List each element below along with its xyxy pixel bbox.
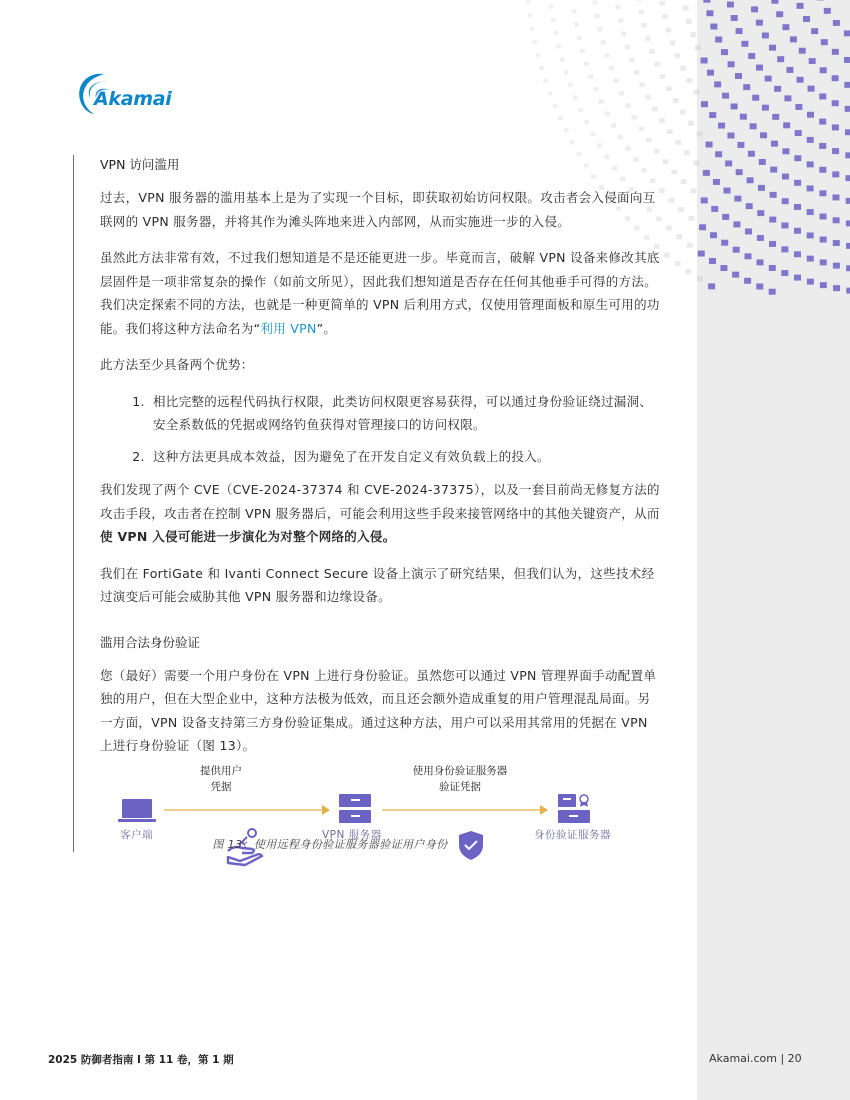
paragraph-text: ”。	[316, 320, 337, 336]
pattern-dot	[578, 108, 583, 112]
pattern-dot	[707, 70, 714, 76]
pattern-dot	[718, 123, 725, 129]
pattern-dot	[539, 66, 544, 70]
pattern-dot	[762, 105, 769, 111]
pattern-dot	[737, 142, 744, 148]
pattern-dot	[710, 24, 717, 30]
pattern-dot	[709, 258, 716, 264]
pattern-dot	[721, 240, 728, 246]
pattern-dot	[662, 14, 668, 19]
pattern-dot	[735, 73, 742, 79]
left-rule	[73, 155, 74, 852]
pattern-dot	[797, 3, 804, 9]
pattern-dot	[588, 74, 593, 78]
pattern-dot	[584, 62, 589, 66]
pattern-dot	[618, 135, 623, 139]
pattern-dot	[564, 70, 569, 74]
pattern-dot	[833, 240, 840, 246]
pattern-dot	[759, 159, 766, 165]
pattern-dot	[751, 6, 758, 12]
pattern-dot	[807, 137, 814, 143]
pattern-dot	[681, 179, 687, 184]
pattern-dot	[590, 132, 595, 136]
pattern-dot	[666, 226, 672, 231]
pattern-dot	[786, 67, 793, 73]
pattern-dot	[832, 75, 839, 81]
pattern-dot	[632, 115, 637, 120]
auth-server-icon	[558, 794, 590, 823]
bold-text: 使 VPN 入侵可能进一步演化为对整个网络的入侵。	[100, 529, 396, 544]
pattern-dot	[756, 20, 763, 26]
pattern-dot	[833, 217, 840, 223]
pattern-dot	[790, 36, 797, 42]
pattern-dot	[846, 243, 850, 249]
pattern-dot	[577, 36, 582, 40]
pattern-dot	[747, 177, 754, 183]
pattern-dot	[659, 1, 665, 6]
pattern-dot	[845, 152, 850, 158]
laptop-icon	[118, 799, 156, 822]
pattern-dot	[832, 194, 839, 200]
pattern-dot	[619, 91, 624, 95]
pattern-dot	[807, 161, 814, 167]
pattern-dot	[714, 81, 721, 87]
pattern-dot	[572, 9, 577, 13]
pattern-dot	[757, 235, 764, 241]
figure-caption: 图 13：使用远程身份验证服务器验证用户身份	[212, 838, 448, 851]
pattern-dot	[795, 130, 802, 136]
pattern-dot	[833, 263, 840, 269]
pattern-dot	[748, 151, 755, 157]
step1-line2: 凭据	[210, 780, 232, 793]
pattern-dot	[808, 86, 815, 92]
pattern-dot	[618, 18, 623, 22]
paragraph-text: 我们发现了两个 CVE（CVE-2024-37374 和 CVE-2024-37375），以及一套目前尚无修复方法的攻击手段，攻击者在控制 VPN 服务器后，可能会利用这些手段来接管网络中的其他关键资产，从而	[100, 482, 660, 521]
pattern-dot	[782, 198, 789, 204]
pattern-dot	[605, 112, 610, 116]
pattern-dot	[727, 133, 734, 139]
pattern-dot	[820, 214, 827, 220]
step1-line1: 提供用户	[200, 764, 242, 777]
pattern-dot	[819, 119, 826, 125]
pattern-dot	[833, 285, 840, 291]
pattern-dot	[597, 27, 602, 31]
pattern-dot	[634, 70, 639, 75]
pattern-dot	[611, 123, 616, 127]
pattern-dot	[803, 16, 810, 22]
logo-text: Akamai	[94, 88, 172, 110]
living-off-the-vpn-link[interactable]: 利用 VPN	[260, 320, 317, 336]
pattern-dot	[758, 185, 765, 191]
pattern-dot	[706, 10, 713, 16]
pattern-dot	[807, 232, 814, 238]
list-item: 2. 这种方法更具成本效益，因为避免了在开发自定义有效负载上的投入。	[149, 445, 660, 469]
pattern-dot	[675, 261, 681, 266]
pattern-dot	[701, 58, 708, 64]
paragraph: 您（最好）需要一个用户身份在 VPN 上进行身份验证。虽然您可以通过 VPN 管理界面手动配置单独的用户，但在大型企业中，这种方法极为低效，而且还会额外造成重复的用户管理混乱局面。另一方面，VPN 设备支持第三方身份验证集成。通过这种方法，用户可以采用其常用的凭据在 VPN 上进行身份验证（图 13）。	[100, 667, 657, 753]
pattern-dot	[784, 95, 791, 101]
pattern-dot	[794, 180, 801, 186]
pattern-dot	[713, 179, 720, 185]
pattern-dot	[757, 210, 764, 216]
pattern-dot	[794, 204, 801, 210]
pattern-dot	[670, 41, 676, 46]
pattern-dot	[703, 170, 710, 176]
pattern-dot	[765, 76, 772, 82]
pattern-dot	[744, 278, 751, 284]
footer-page-info: Akamai.com | 20	[709, 1052, 802, 1065]
pattern-dot	[533, 40, 538, 44]
pattern-dot	[748, 53, 755, 59]
pattern-dot	[551, 18, 556, 22]
pattern-dot	[570, 140, 575, 144]
pattern-dot	[797, 77, 804, 83]
pattern-dot	[821, 39, 828, 45]
pattern-dot	[646, 138, 651, 143]
pattern-dot	[706, 142, 713, 148]
pattern-dot	[728, 61, 735, 67]
pattern-dot	[769, 289, 776, 295]
pattern-dot	[760, 132, 767, 138]
pattern-dot	[756, 65, 763, 71]
pattern-dot	[639, 83, 644, 88]
pattern-dot	[832, 148, 839, 154]
pattern-dot	[703, 0, 710, 3]
pattern-dot	[616, 5, 621, 9]
pattern-dot	[727, 2, 734, 8]
pattern-dot	[686, 78, 692, 83]
pattern-dot	[639, 10, 644, 15]
pattern-dot	[689, 216, 695, 221]
pattern-dot	[819, 94, 826, 100]
pattern-dot	[625, 103, 630, 107]
pattern-dot	[709, 112, 716, 118]
pattern-dot	[663, 159, 669, 164]
pattern-dot	[629, 58, 634, 63]
paragraph: 我们在 FortiGate 和 Ivanti Connect Secure 设备上演示了研究结果，但我们认为，这些技术经过演变后可能会威胁其他 VPN 服务器和边缘设备。	[100, 565, 655, 604]
pattern-dot	[673, 98, 679, 103]
pattern-dot	[845, 106, 850, 112]
pattern-dot	[743, 84, 750, 90]
pattern-dot	[701, 197, 708, 203]
pattern-dot	[781, 246, 788, 252]
advantages-list	[100, 390, 660, 469]
pattern-dot	[573, 95, 578, 99]
pattern-dot	[741, 41, 748, 47]
pattern-dot	[549, 5, 554, 9]
pattern-dot	[693, 90, 699, 95]
pattern-dot	[811, 28, 818, 34]
pattern-dot	[844, 82, 850, 88]
pattern-dot	[680, 110, 686, 115]
pattern-dot	[832, 171, 839, 177]
akamai-logo	[74, 70, 184, 116]
pattern-dot	[832, 49, 839, 55]
step2-label	[390, 763, 530, 795]
pattern-dot	[548, 91, 553, 95]
pattern-dot	[597, 143, 602, 147]
pattern-dot	[568, 83, 573, 87]
pattern-dot	[553, 104, 558, 108]
pattern-dot	[845, 129, 850, 135]
pattern-dot	[762, 32, 769, 38]
pattern-dot	[807, 209, 814, 215]
pattern-dot	[595, 14, 600, 18]
step2-line2: 验证凭据	[439, 780, 481, 793]
pattern-dot	[553, 31, 558, 35]
pattern-dot	[698, 251, 705, 257]
pattern-dot	[832, 100, 839, 106]
pattern-dot	[725, 160, 732, 166]
pattern-dot	[593, 0, 598, 4]
pattern-dot	[676, 234, 682, 239]
pattern-dot	[601, 40, 606, 44]
pattern-dot	[654, 62, 660, 67]
pattern-dot	[820, 282, 827, 288]
pattern-dot	[649, 49, 654, 54]
pattern-dot	[691, 189, 697, 194]
pattern-dot	[820, 67, 827, 73]
pattern-dot	[715, 151, 722, 157]
pattern-dot	[771, 0, 778, 4]
pattern-dot	[736, 169, 743, 175]
pattern-dot	[584, 120, 589, 124]
pattern-dot	[671, 169, 677, 174]
pattern-dot	[660, 74, 666, 79]
pattern-dot	[697, 131, 703, 136]
pattern-dot	[846, 198, 850, 204]
pattern-dot	[776, 11, 783, 17]
pattern-dot	[769, 265, 776, 271]
pattern-dot	[794, 251, 801, 257]
pattern-dot	[781, 270, 788, 276]
arrow-client-to-vpn	[164, 805, 330, 815]
pattern-dot	[769, 241, 776, 247]
pattern-dot	[528, 14, 532, 18]
pattern-dot	[733, 221, 740, 227]
pattern-dot	[666, 86, 672, 91]
pattern-dot	[771, 141, 778, 147]
pattern-dot	[819, 143, 826, 149]
pattern-dot	[807, 279, 814, 285]
pattern-dot	[820, 237, 827, 243]
pattern-dot	[636, 0, 641, 1]
arrow-vpn-to-auth	[382, 805, 548, 815]
pattern-dot	[723, 188, 730, 194]
pattern-dot	[664, 253, 670, 258]
pattern-dot	[526, 0, 530, 4]
pattern-dot	[824, 8, 831, 14]
pattern-dot	[769, 45, 776, 51]
server-icon	[339, 794, 371, 823]
pattern-dot	[777, 56, 784, 62]
pattern-dot	[807, 185, 814, 191]
pattern-dot	[710, 232, 717, 238]
step2-line1: 使用身份验证服务器	[412, 764, 508, 777]
pattern-dot	[732, 272, 739, 278]
pattern-dot	[794, 155, 801, 161]
pattern-dot	[782, 24, 789, 30]
pattern-dot	[795, 104, 802, 110]
pattern-dot	[722, 93, 729, 99]
pattern-dot	[770, 192, 777, 198]
pattern-dot	[733, 247, 740, 253]
pattern-dot	[675, 140, 681, 145]
pattern-dot	[654, 149, 660, 154]
pattern-dot	[819, 190, 826, 196]
pattern-dot	[807, 112, 814, 118]
section-heading-auth-abuse: 滥用合法身份验证	[100, 634, 201, 650]
paragraph: 过去，VPN 服务器的滥用基本上是为了实现一个目标，即获取初始访问权限。攻击者会入侵面向互联网的 VPN 服务器，并将其作为滩头阵地来进入内部网，从而实施进一步的入侵。	[100, 190, 656, 229]
pattern-dot	[783, 122, 790, 128]
pattern-dot	[752, 95, 759, 101]
pattern-dot	[731, 15, 738, 21]
pattern-dot	[846, 265, 850, 271]
pattern-dot	[558, 116, 563, 120]
pattern-dot	[781, 222, 788, 228]
pattern-dot	[695, 45, 701, 50]
pattern-dot	[715, 37, 722, 43]
pattern-dot	[621, 32, 626, 36]
pattern-dot	[740, 114, 747, 120]
pattern-dot	[690, 32, 696, 37]
list-item: 1. 相比完整的远程代码执行权限，此类访问权限更容易获得，可以通过身份验证绕过漏洞、安全系数低的凭据或网络钓鱼获得对管理接口的访问权限。	[149, 390, 660, 437]
pattern-dot	[807, 256, 814, 262]
pattern-dot	[574, 23, 579, 27]
pattern-dot	[772, 114, 779, 120]
pattern-dot	[659, 118, 665, 123]
pattern-dot	[683, 6, 689, 11]
pattern-dot	[684, 150, 690, 155]
pattern-dot	[820, 259, 827, 265]
pattern-dot	[697, 276, 703, 281]
pattern-dot	[770, 167, 777, 173]
pattern-dot	[604, 53, 609, 57]
pattern-dot	[666, 28, 672, 33]
pattern-dot	[593, 87, 598, 91]
pattern-dot	[846, 220, 850, 226]
pattern-dot	[701, 101, 708, 107]
pattern-dot	[731, 103, 738, 109]
pattern-dot	[678, 207, 684, 212]
pattern-dot	[769, 217, 776, 223]
step1-label	[151, 763, 291, 795]
pattern-dot	[745, 228, 752, 234]
pattern-dot	[711, 206, 718, 212]
pattern-dot	[693, 160, 699, 165]
pattern-dot	[708, 283, 715, 289]
client-label: 客户端	[120, 828, 153, 841]
pattern-dot	[832, 124, 839, 130]
pattern-dot	[744, 253, 751, 259]
pattern-dot	[668, 198, 674, 203]
pattern-dot	[782, 148, 789, 154]
pattern-dot	[721, 49, 728, 55]
pattern-dot	[833, 20, 840, 26]
pattern-dot	[680, 66, 686, 71]
paragraph: 此方法至少具备两个优势：	[100, 357, 254, 372]
pattern-dot	[722, 214, 729, 220]
pattern-dot	[844, 57, 850, 63]
pattern-dot	[846, 175, 850, 181]
pattern-dot	[645, 95, 650, 100]
pattern-dot	[609, 66, 614, 70]
pattern-dot	[720, 265, 727, 271]
pattern-dot	[686, 19, 692, 24]
pattern-dot	[794, 228, 801, 234]
pattern-dot	[699, 224, 706, 230]
pattern-dot	[746, 203, 753, 209]
pattern-dot	[799, 48, 806, 54]
pattern-dot	[844, 30, 850, 36]
pattern-dot	[625, 45, 630, 49]
pattern-dot	[736, 28, 743, 34]
pattern-dot	[774, 86, 781, 92]
pattern-dot	[625, 146, 630, 150]
pattern-dot	[757, 259, 764, 265]
pattern-dot	[675, 53, 681, 58]
pattern-dot	[819, 167, 826, 173]
footer-publication: 2025 防御者指南 I 第 11 卷，第 1 期	[48, 1054, 234, 1066]
paragraph-text: 虽然此方法非常有效，不过我们想知道是不是还能更进一步。毕竟而言，破解 VPN 设备来修改其底层固件是一项非常复杂的操作（如前文所见），因此我们想知道是否存在任何其他垂手可得的方法。我们决定探索不同的方法，也就是一种更简单的 VPN 后利用方式，仅使用管理面板和原生可用的功能。我们将这种方法命名为“	[100, 250, 660, 336]
vpn-server-label: VPN 服务器	[322, 828, 382, 841]
pattern-dot	[686, 269, 692, 274]
pattern-dot	[782, 174, 789, 180]
pattern-dot	[734, 196, 741, 202]
pattern-dot	[794, 275, 801, 281]
section-heading-vpn-abuse: VPN 访问滥用	[100, 157, 180, 172]
pattern-dot	[556, 44, 561, 48]
pattern-dot	[560, 57, 565, 61]
pattern-dot	[536, 53, 541, 57]
pattern-dot	[809, 58, 816, 64]
pattern-dot	[642, 23, 647, 28]
pattern-dot	[645, 36, 650, 41]
pattern-dot	[614, 79, 619, 83]
pattern-dot	[530, 27, 534, 31]
pattern-dot	[687, 243, 693, 248]
pattern-dot	[756, 284, 763, 290]
auth-server-label: 身份验证服务器	[534, 828, 611, 841]
pattern-dot	[846, 288, 850, 294]
pattern-dot	[564, 128, 569, 132]
pattern-dot	[667, 129, 673, 134]
paragraph	[100, 478, 660, 549]
pattern-dot	[750, 123, 757, 129]
pattern-dot	[543, 79, 548, 83]
main-content	[100, 155, 660, 901]
pattern-dot	[580, 49, 585, 53]
pattern-dot	[599, 99, 604, 103]
pattern-dot	[639, 127, 644, 132]
pattern-dot	[652, 107, 658, 112]
paragraph	[100, 246, 660, 340]
pattern-dot	[688, 121, 694, 126]
